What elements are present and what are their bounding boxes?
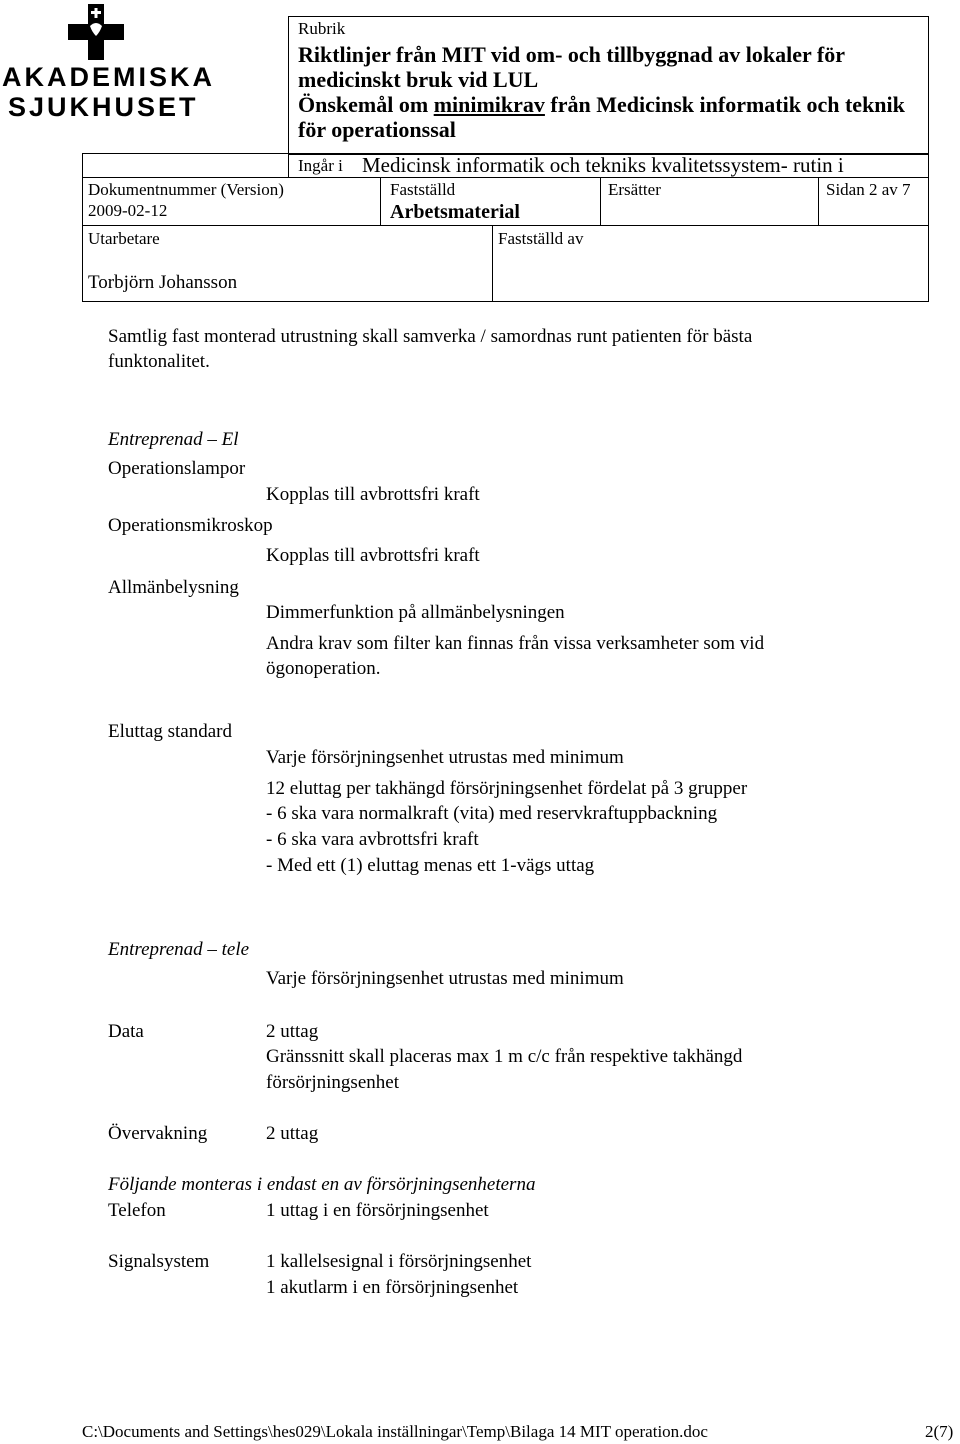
page-count: Sidan 2 av 7 [826, 180, 911, 199]
item-note: 1 akutlarm i en försörjningsenhet [266, 1277, 519, 1298]
footer-page-number: 2(7) [925, 1422, 954, 1441]
item-label: Operationslampor [108, 458, 246, 479]
divider [818, 177, 819, 225]
section-subheading: Följande monteras i endast en av försörjningsenheterna [108, 1174, 536, 1195]
divider [288, 153, 289, 177]
item-label: Data [108, 1021, 144, 1042]
ingar-label: Ingår i [298, 156, 343, 175]
ingar-value: Medicinsk informatik och tekniks kvalitetssystem- rutin i [362, 153, 844, 177]
item-note: - Med ett (1) eluttag menas ett 1-vägs uttag [266, 855, 595, 876]
item-note: 2 uttag [266, 1021, 319, 1042]
item-note: 1 kallelsesignal i försörjningsenhet [266, 1251, 532, 1272]
divider [492, 225, 493, 301]
item-note: Varje försörjningsenhet utrustas med minimum [266, 968, 624, 989]
item-note: Kopplas till avbrottsfri kraft [266, 545, 480, 566]
item-note: 1 uttag i en försörjningsenhet [266, 1200, 489, 1221]
divider [82, 225, 928, 226]
faststalld-value: Arbetsmaterial [390, 201, 520, 223]
item-note: ögonoperation. [266, 658, 381, 679]
item-note: Kopplas till avbrottsfri kraft [266, 484, 480, 505]
intro-line2: funktonalitet. [108, 351, 210, 372]
item-note: Gränssnitt skall placeras max 1 m c/c från respektive takhängd [266, 1046, 743, 1067]
page-title-line4: för operationssal [298, 117, 456, 142]
item-label: Operationsmikroskop [108, 515, 273, 536]
logo-line1: AKADEMISKA [2, 62, 216, 92]
item-label: Övervakning [108, 1123, 208, 1144]
item-note: 12 eluttag per takhängd försörjningsenhet fördelat på 3 grupper [266, 778, 748, 799]
item-note: Dimmerfunktion på allmänbelysningen [266, 602, 565, 623]
doknr-value: 2009-02-12 [88, 201, 168, 220]
intro-line1: Samtlig fast monterad utrustning skall samverka / samordnas runt patienten för bästa [108, 326, 753, 347]
faststalld-label: Fastställd [390, 180, 456, 199]
item-note: - 6 ska vara avbrottsfri kraft [266, 829, 479, 850]
footer-file-path: C:\Documents and Settings\hes029\Lokala inställningar\Temp\Bilaga 14 MIT operation.doc [82, 1422, 708, 1441]
item-note: 2 uttag [266, 1123, 319, 1144]
hospital-cross-logo-icon [68, 4, 124, 60]
item-note: Varje försörjningsenhet utrustas med minimum [266, 747, 624, 768]
divider [600, 177, 601, 225]
utarbetare-value: Torbjörn Johansson [88, 272, 238, 293]
page-title-line2: medicinskt bruk vid LUL [298, 67, 539, 92]
divider [380, 177, 381, 225]
logo-line2: SJUKHUSET [8, 92, 199, 122]
rubrik-label: Rubrik [298, 19, 346, 38]
item-note: - 6 ska vara normalkraft (vita) med reservkraftuppbackning [266, 803, 718, 824]
ersatter-label: Ersätter [608, 180, 661, 199]
item-note: försörjningsenhet [266, 1072, 399, 1093]
item-label: Telefon [108, 1200, 166, 1221]
item-note: Andra krav som filter kan finnas från vissa verksamheter som vid [266, 633, 765, 654]
section-heading-tele: Entreprenad – tele [108, 939, 250, 960]
faststalld-av-label: Fastställd av [498, 229, 584, 248]
item-label: Signalsystem [108, 1251, 210, 1272]
page-title-line1: Riktlinjer från MIT vid om- och tillbyggnad av lokaler för [298, 42, 845, 67]
doknr-label: Dokumentnummer (Version) [88, 180, 284, 199]
utarbetare-label: Utarbetare [88, 229, 160, 248]
item-label: Eluttag standard [108, 721, 232, 742]
section-heading-el: Entreprenad – El [108, 429, 239, 450]
item-label: Allmänbelysning [108, 577, 239, 598]
page-title-line3: Önskemål om minimikrav från Medicinsk informatik och teknik [298, 92, 905, 117]
